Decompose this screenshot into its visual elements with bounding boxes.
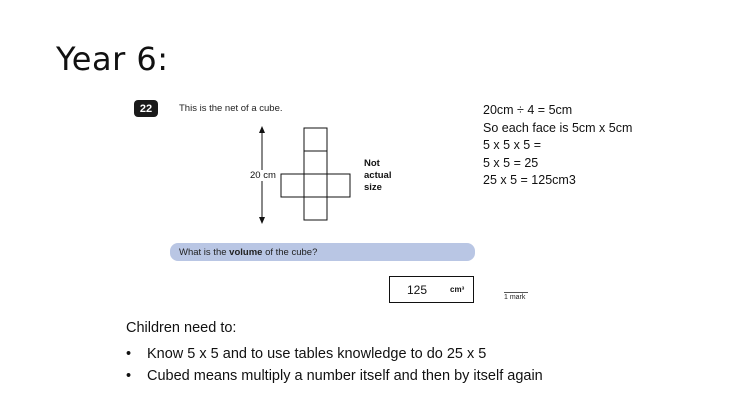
question-number-badge: 22 [134, 100, 158, 117]
working-step: 5 x 5 x 5 = [483, 138, 542, 152]
note-line: actual [364, 170, 392, 181]
net-faces [281, 128, 350, 220]
question-text-prefix: What is the [179, 246, 230, 258]
net-face-left [281, 174, 304, 197]
answer-value: 125 [407, 283, 428, 297]
list-item [126, 343, 543, 365]
answer-unit: cm³ [450, 285, 465, 294]
mark-label: 1 mark [504, 292, 528, 301]
working-steps [483, 102, 632, 190]
bullet-text: Know 5 x 5 and to use tables knowledge to do 25 x 5 [147, 346, 487, 362]
note-line: size [364, 182, 382, 193]
question-text-suffix: of the cube? [262, 246, 318, 258]
note-line: Not [364, 158, 380, 169]
bullet-text: Cubed means multiply a number itself and then by itself again [147, 368, 543, 384]
net-measurement-label: 20 cm [250, 170, 276, 181]
volume-question-bar [170, 243, 475, 261]
page-title: Year 6: [56, 40, 169, 78]
net-face-right [327, 174, 350, 197]
notes-bullet-list [126, 343, 543, 387]
notes-heading: Children need to: [126, 320, 237, 336]
answer-box [389, 276, 474, 303]
bullet-icon: • [126, 368, 132, 384]
net-face-top [304, 128, 327, 151]
net-face-bottom [304, 197, 327, 220]
net-face-upper-middle [304, 151, 327, 174]
bullet-icon: • [126, 346, 132, 362]
working-step: 5 x 5 = 25 [483, 155, 539, 170]
list-item [126, 365, 543, 387]
working-step: 25 x 5 = 125cm3 [483, 173, 576, 187]
net-face-center [304, 174, 327, 197]
working-step: 20cm ÷ 4 = 5cm [483, 103, 573, 117]
question-prompt: This is the net of a cube. [179, 103, 283, 114]
working-step: So each face is 5cm x 5cm [483, 120, 633, 135]
question-text-bold: volume [229, 246, 263, 258]
not-actual-size-note [364, 158, 391, 194]
